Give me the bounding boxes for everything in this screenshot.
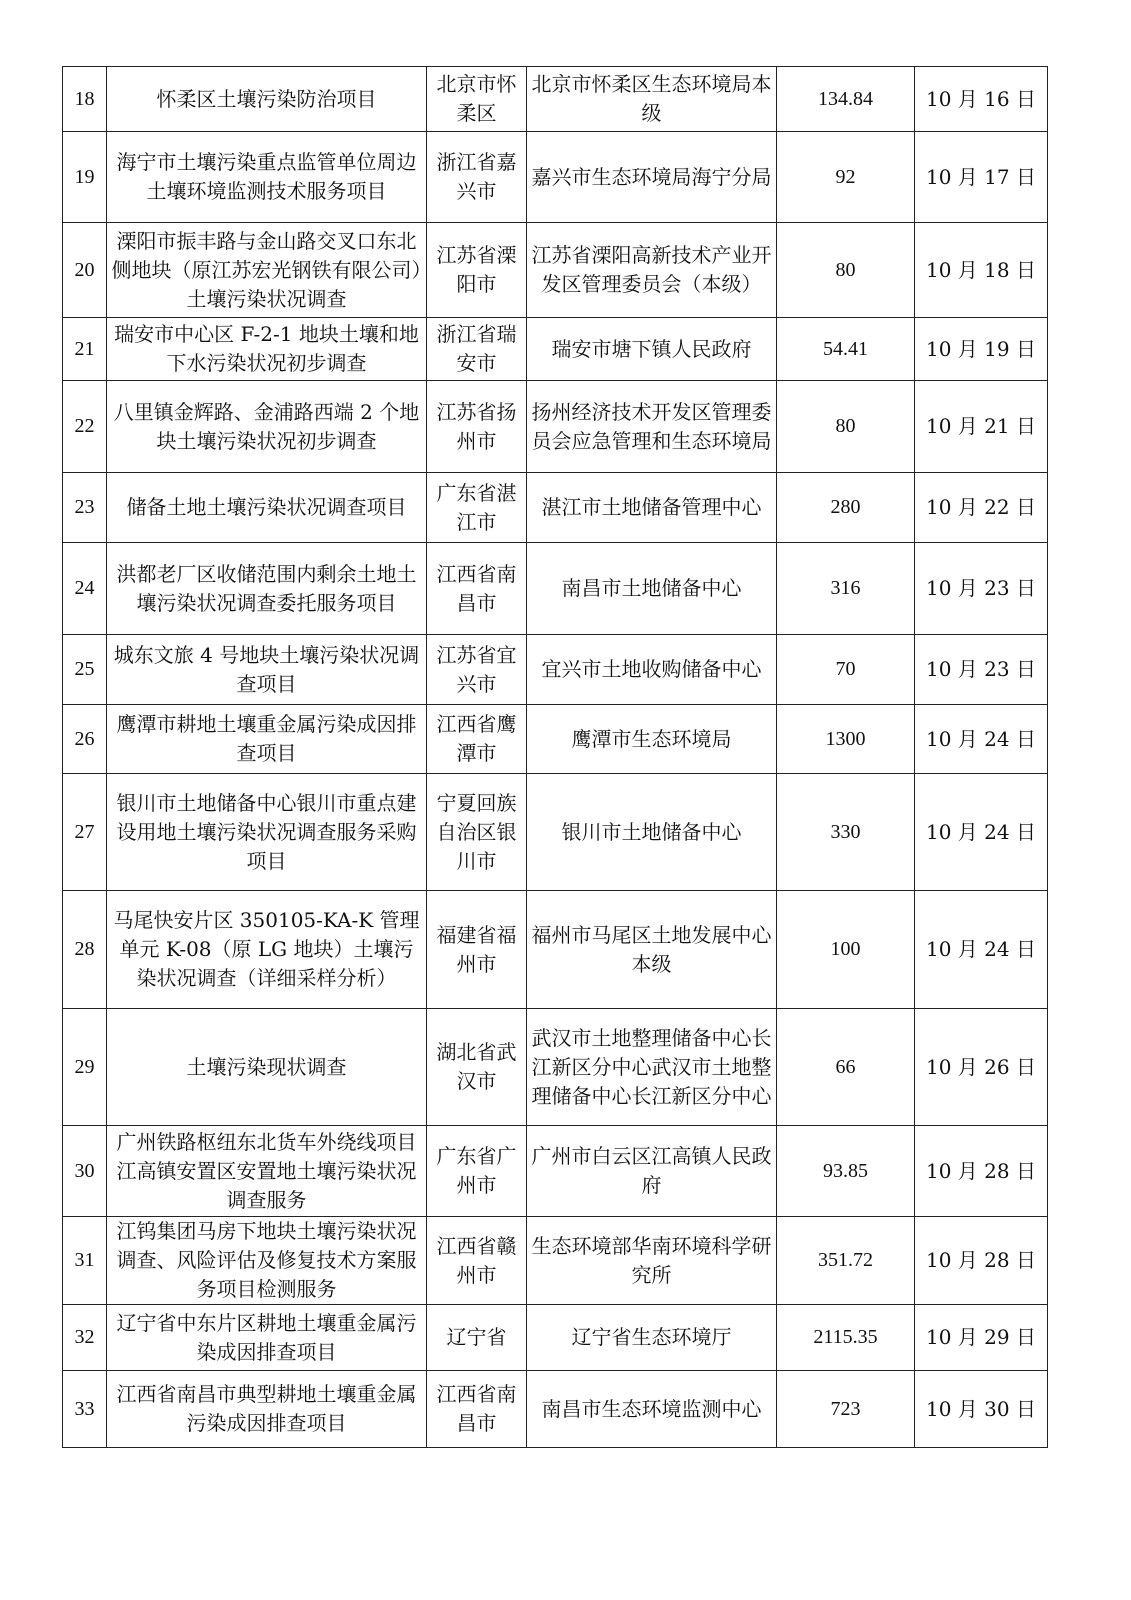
region: 江西省南昌市 bbox=[427, 1371, 527, 1448]
purchaser: 辽宁省生态环境厅 bbox=[527, 1305, 777, 1371]
table-row bbox=[63, 473, 1048, 543]
row-number: 19 bbox=[63, 132, 107, 223]
amount: 80 bbox=[777, 381, 915, 473]
date: 10 月 22 日 bbox=[915, 473, 1048, 543]
project-name: 城东文旅 4 号地块土壤污染状况调查项目 bbox=[107, 635, 427, 705]
date: 10 月 24 日 bbox=[915, 705, 1048, 774]
region: 江西省鹰潭市 bbox=[427, 705, 527, 774]
table-row bbox=[63, 132, 1048, 223]
row-number: 28 bbox=[63, 891, 107, 1009]
table-row bbox=[63, 543, 1048, 635]
date: 10 月 17 日 bbox=[915, 132, 1048, 223]
amount: 66 bbox=[777, 1009, 915, 1126]
date: 10 月 28 日 bbox=[915, 1126, 1048, 1217]
row-number: 21 bbox=[63, 318, 107, 381]
region: 江苏省溧阳市 bbox=[427, 223, 527, 318]
purchaser: 江苏省溧阳高新技术产业开发区管理委员会（本级） bbox=[527, 223, 777, 318]
table-row bbox=[63, 318, 1048, 381]
amount: 351.72 bbox=[777, 1217, 915, 1305]
region: 广东省广州市 bbox=[427, 1126, 527, 1217]
table-row bbox=[63, 1217, 1048, 1305]
row-number: 30 bbox=[63, 1126, 107, 1217]
region: 浙江省瑞安市 bbox=[427, 318, 527, 381]
row-number: 29 bbox=[63, 1009, 107, 1126]
amount: 54.41 bbox=[777, 318, 915, 381]
project-name: 瑞安市中心区 F-2-1 地块土壤和地下水污染状况初步调查 bbox=[107, 318, 427, 381]
region: 广东省湛江市 bbox=[427, 473, 527, 543]
date: 10 月 16 日 bbox=[915, 67, 1048, 132]
region: 浙江省嘉兴市 bbox=[427, 132, 527, 223]
region: 北京市怀柔区 bbox=[427, 67, 527, 132]
purchaser: 银川市土地储备中心 bbox=[527, 774, 777, 891]
row-number: 25 bbox=[63, 635, 107, 705]
table-row bbox=[63, 774, 1048, 891]
project-name: 储备土地土壤污染状况调查项目 bbox=[107, 473, 427, 543]
amount: 1300 bbox=[777, 705, 915, 774]
date: 10 月 23 日 bbox=[915, 635, 1048, 705]
row-number: 23 bbox=[63, 473, 107, 543]
date: 10 月 26 日 bbox=[915, 1009, 1048, 1126]
purchaser: 生态环境部华南环境科学研究所 bbox=[527, 1217, 777, 1305]
row-number: 31 bbox=[63, 1217, 107, 1305]
region: 宁夏回族自治区银川市 bbox=[427, 774, 527, 891]
region: 湖北省武汉市 bbox=[427, 1009, 527, 1126]
table-row bbox=[63, 1371, 1048, 1448]
amount: 134.84 bbox=[777, 67, 915, 132]
table-row bbox=[63, 223, 1048, 318]
purchaser: 福州市马尾区土地发展中心本级 bbox=[527, 891, 777, 1009]
date: 10 月 21 日 bbox=[915, 381, 1048, 473]
row-number: 27 bbox=[63, 774, 107, 891]
row-number: 26 bbox=[63, 705, 107, 774]
amount: 316 bbox=[777, 543, 915, 635]
project-name: 广州铁路枢纽东北货车外绕线项目江高镇安置区安置地土壤污染状况调查服务 bbox=[107, 1126, 427, 1217]
table-row bbox=[63, 67, 1048, 132]
project-name: 怀柔区土壤污染防治项目 bbox=[107, 67, 427, 132]
project-name: 银川市土地储备中心银川市重点建设用地土壤污染状况调查服务采购项目 bbox=[107, 774, 427, 891]
row-number: 32 bbox=[63, 1305, 107, 1371]
amount: 723 bbox=[777, 1371, 915, 1448]
project-name: 土壤污染现状调查 bbox=[107, 1009, 427, 1126]
project-name: 江钨集团马房下地块土壤污染状况调查、风险评估及修复技术方案服务项目检测服务 bbox=[107, 1217, 427, 1305]
date: 10 月 23 日 bbox=[915, 543, 1048, 635]
purchaser: 嘉兴市生态环境局海宁分局 bbox=[527, 132, 777, 223]
table-row bbox=[63, 635, 1048, 705]
project-name: 洪都老厂区收储范围内剩余土地土壤污染状况调查委托服务项目 bbox=[107, 543, 427, 635]
region: 福建省福州市 bbox=[427, 891, 527, 1009]
procurement-table bbox=[62, 66, 1048, 1448]
row-number: 18 bbox=[63, 67, 107, 132]
amount: 330 bbox=[777, 774, 915, 891]
region: 江苏省宜兴市 bbox=[427, 635, 527, 705]
project-name: 鹰潭市耕地土壤重金属污染成因排查项目 bbox=[107, 705, 427, 774]
table-row bbox=[63, 1126, 1048, 1217]
region: 江西省赣州市 bbox=[427, 1217, 527, 1305]
project-name: 八里镇金辉路、金浦路西端 2 个地块土壤污染状况初步调查 bbox=[107, 381, 427, 473]
project-name: 江西省南昌市典型耕地土壤重金属污染成因排查项目 bbox=[107, 1371, 427, 1448]
table-body bbox=[63, 67, 1048, 1448]
purchaser: 扬州经济技术开发区管理委员会应急管理和生态环境局 bbox=[527, 381, 777, 473]
table-row bbox=[63, 891, 1048, 1009]
table-row bbox=[63, 1305, 1048, 1371]
region: 辽宁省 bbox=[427, 1305, 527, 1371]
purchaser: 广州市白云区江高镇人民政府 bbox=[527, 1126, 777, 1217]
amount: 2115.35 bbox=[777, 1305, 915, 1371]
row-number: 24 bbox=[63, 543, 107, 635]
project-name: 马尾快安片区 350105-KA-K 管理单元 K-08（原 LG 地块）土壤污染状况调查（详细采样分析） bbox=[107, 891, 427, 1009]
project-name: 海宁市土壤污染重点监管单位周边土壤环境监测技术服务项目 bbox=[107, 132, 427, 223]
purchaser: 南昌市土地储备中心 bbox=[527, 543, 777, 635]
date: 10 月 19 日 bbox=[915, 318, 1048, 381]
purchaser: 瑞安市塘下镇人民政府 bbox=[527, 318, 777, 381]
date: 10 月 24 日 bbox=[915, 891, 1048, 1009]
purchaser: 南昌市生态环境监测中心 bbox=[527, 1371, 777, 1448]
amount: 100 bbox=[777, 891, 915, 1009]
purchaser: 鹰潭市生态环境局 bbox=[527, 705, 777, 774]
date: 10 月 30 日 bbox=[915, 1371, 1048, 1448]
date: 10 月 28 日 bbox=[915, 1217, 1048, 1305]
table-row bbox=[63, 381, 1048, 473]
row-number: 33 bbox=[63, 1371, 107, 1448]
date: 10 月 29 日 bbox=[915, 1305, 1048, 1371]
project-name: 溧阳市振丰路与金山路交叉口东北侧地块（原江苏宏光钢铁有限公司）土壤污染状况调查 bbox=[107, 223, 427, 318]
purchaser: 北京市怀柔区生态环境局本级 bbox=[527, 67, 777, 132]
amount: 70 bbox=[777, 635, 915, 705]
row-number: 22 bbox=[63, 381, 107, 473]
table-row bbox=[63, 705, 1048, 774]
table-row bbox=[63, 1009, 1048, 1126]
purchaser: 湛江市土地储备管理中心 bbox=[527, 473, 777, 543]
date: 10 月 24 日 bbox=[915, 774, 1048, 891]
amount: 93.85 bbox=[777, 1126, 915, 1217]
amount: 80 bbox=[777, 223, 915, 318]
amount: 92 bbox=[777, 132, 915, 223]
project-name: 辽宁省中东片区耕地土壤重金属污染成因排查项目 bbox=[107, 1305, 427, 1371]
amount: 280 bbox=[777, 473, 915, 543]
row-number: 20 bbox=[63, 223, 107, 318]
purchaser: 武汉市土地整理储备中心长江新区分中心武汉市土地整理储备中心长江新区分中心 bbox=[527, 1009, 777, 1126]
date: 10 月 18 日 bbox=[915, 223, 1048, 318]
region: 江苏省扬州市 bbox=[427, 381, 527, 473]
region: 江西省南昌市 bbox=[427, 543, 527, 635]
purchaser: 宜兴市土地收购储备中心 bbox=[527, 635, 777, 705]
